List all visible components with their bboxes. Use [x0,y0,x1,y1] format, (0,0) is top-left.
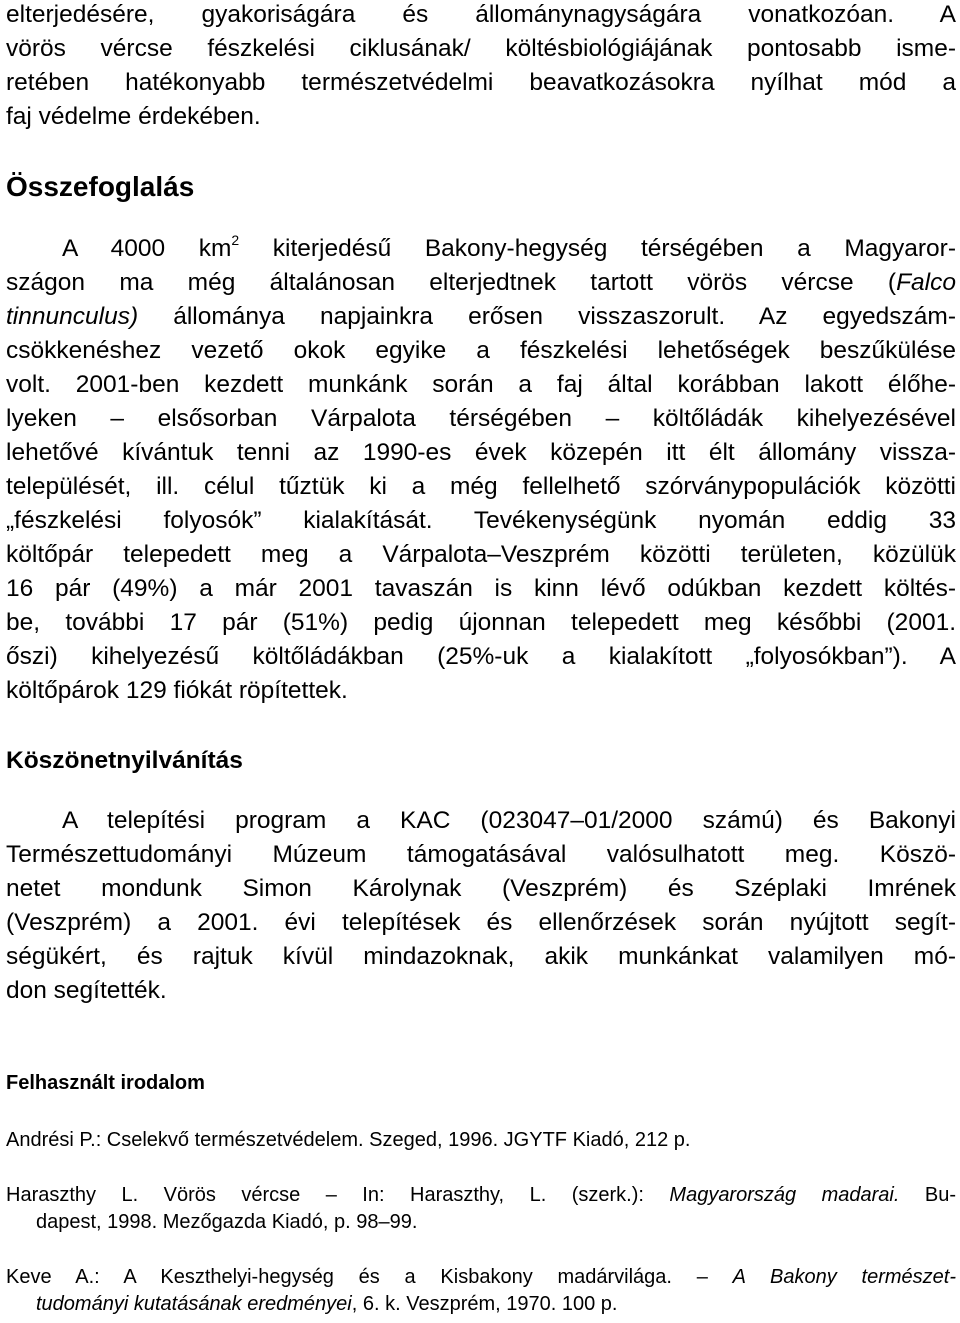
summary-line: lyeken – elsősorban Várpalota térségében – költőládák kihelyezésével [6,405,956,432]
summary-line: költőpár telepedett meg a Várpalota–Veszprém közötti területen, közülük [6,541,956,568]
summary-line [6,268,956,298]
reference-line [6,1291,956,1318]
reference-text: , 6. k. Veszprém, 1970. 100 p. [351,1293,618,1315]
reference-line: dapest, 1998. Mezőgazda Kiadó, p. 98–99. [36,1211,418,1233]
summary-line: 16 pár (49%) a már 2001 tavaszán is kinn lévő odúkban kezdett költés- [6,575,956,602]
reference-item [6,1264,956,1318]
summary-line [6,302,956,332]
reference-title-italic: Magyarország madarai. [669,1184,900,1206]
summary-text: állománya napjainkra erősen visszaszorult. Az egyedszám- [138,303,956,330]
thanks-line: netet mondunk Simon Károlynak (Veszprém) és Széplaki Imrének [6,875,956,902]
summary-line: volt. 2001-ben kezdett munkánk során a faj által korábban lakott élőhe- [6,371,956,398]
literature-heading: Felhasznált irodalom [6,1072,205,1094]
summary-line: települését, ill. célul tűztük ki a még fellelhető szórványpopulációk közötti [6,473,956,500]
thanks-line: A telepítési program a KAC (023047–01/2000 számú) és Bakonyi [62,807,956,834]
summary-line: „fészkelési folyosók” kialakítását. Tevékenységünk nyomán eddig 33 [6,507,956,534]
intro-line: elterjedésére, gyakoriságára és állománynagyságára vonatkozóan. A [6,1,956,28]
reference-line [6,1182,956,1209]
reference-text: Keve A.: A Keszthelyi-hegység és a Kisbakony madárvilága. – [6,1266,733,1288]
thanks-line: Természettudományi Múzeum támogatásával valósulhatott meg. Köszö- [6,841,956,868]
reference-text: Andrési P.: Cselekvő természetvédelem. Szeged, 1996. JGYTF Kiadó, 212 p. [6,1129,691,1151]
reference-line [6,1264,956,1291]
reference-item [6,1127,956,1154]
intro-line: faj védelme érdekében. [6,103,261,130]
intro-line: retében hatékonyabb természetvédelmi beavatkozásokra nyílhat mód a [6,69,956,96]
thanks-line: (Veszprém) a 2001. évi telepítések és ellenőrzések során nyújtott segít- [6,909,956,936]
reference-item [6,1182,956,1236]
summary-line [6,234,956,264]
species-name-italic: tinnunculus) [6,303,139,330]
reference-title-italic: A Bakony természet- [732,1266,957,1288]
summary-line: költőpárok 129 fiókát röpítettek. [6,677,348,704]
reference-title-italic: tudományi kutatásának eredményei [36,1293,352,1315]
summary-line: lehetővé kívántuk tenni az 1990-es évek közepén itt élt állomány vissza- [6,439,956,466]
intro-line: vörös vércse fészkelési ciklusának/ költésbiológiájának pontosabb isme- [6,35,956,62]
summary-text: szágon ma még általánosan elterjedtnek tartott vörös vércse ( [6,269,897,296]
thanks-heading: Köszönetnyilvánítás [6,747,243,774]
summary-line: csökkenéshez vezető okok egyike a fészkelési lehetőségek beszűkülése [6,337,956,364]
summary-line: őszi) kihelyezésű költőládákban (25%-uk a kialakított „folyosókban”). A [6,643,956,670]
summary-text: kiterjedésű Bakony-hegység térségében a Magyaror- [239,235,956,262]
summary-line: be, további 17 pár (51%) pedig újonnan telepedett meg későbbi (2001. [6,609,956,636]
reference-text: Bu- [899,1184,956,1206]
summary-text: A 4000 km [62,235,232,262]
superscript: 2 [231,232,240,248]
reference-text: Haraszthy L. Vörös vércse – In: Haraszthy, L. (szerk.): [6,1184,670,1206]
summary-heading: Összefoglalás [6,171,195,202]
thanks-line: don segítették. [6,977,167,1004]
thanks-line: ségükért, és rajtuk kívül mindazoknak, akik munkánkat valamilyen mó- [6,943,956,970]
species-name-italic: Falco [896,269,956,296]
